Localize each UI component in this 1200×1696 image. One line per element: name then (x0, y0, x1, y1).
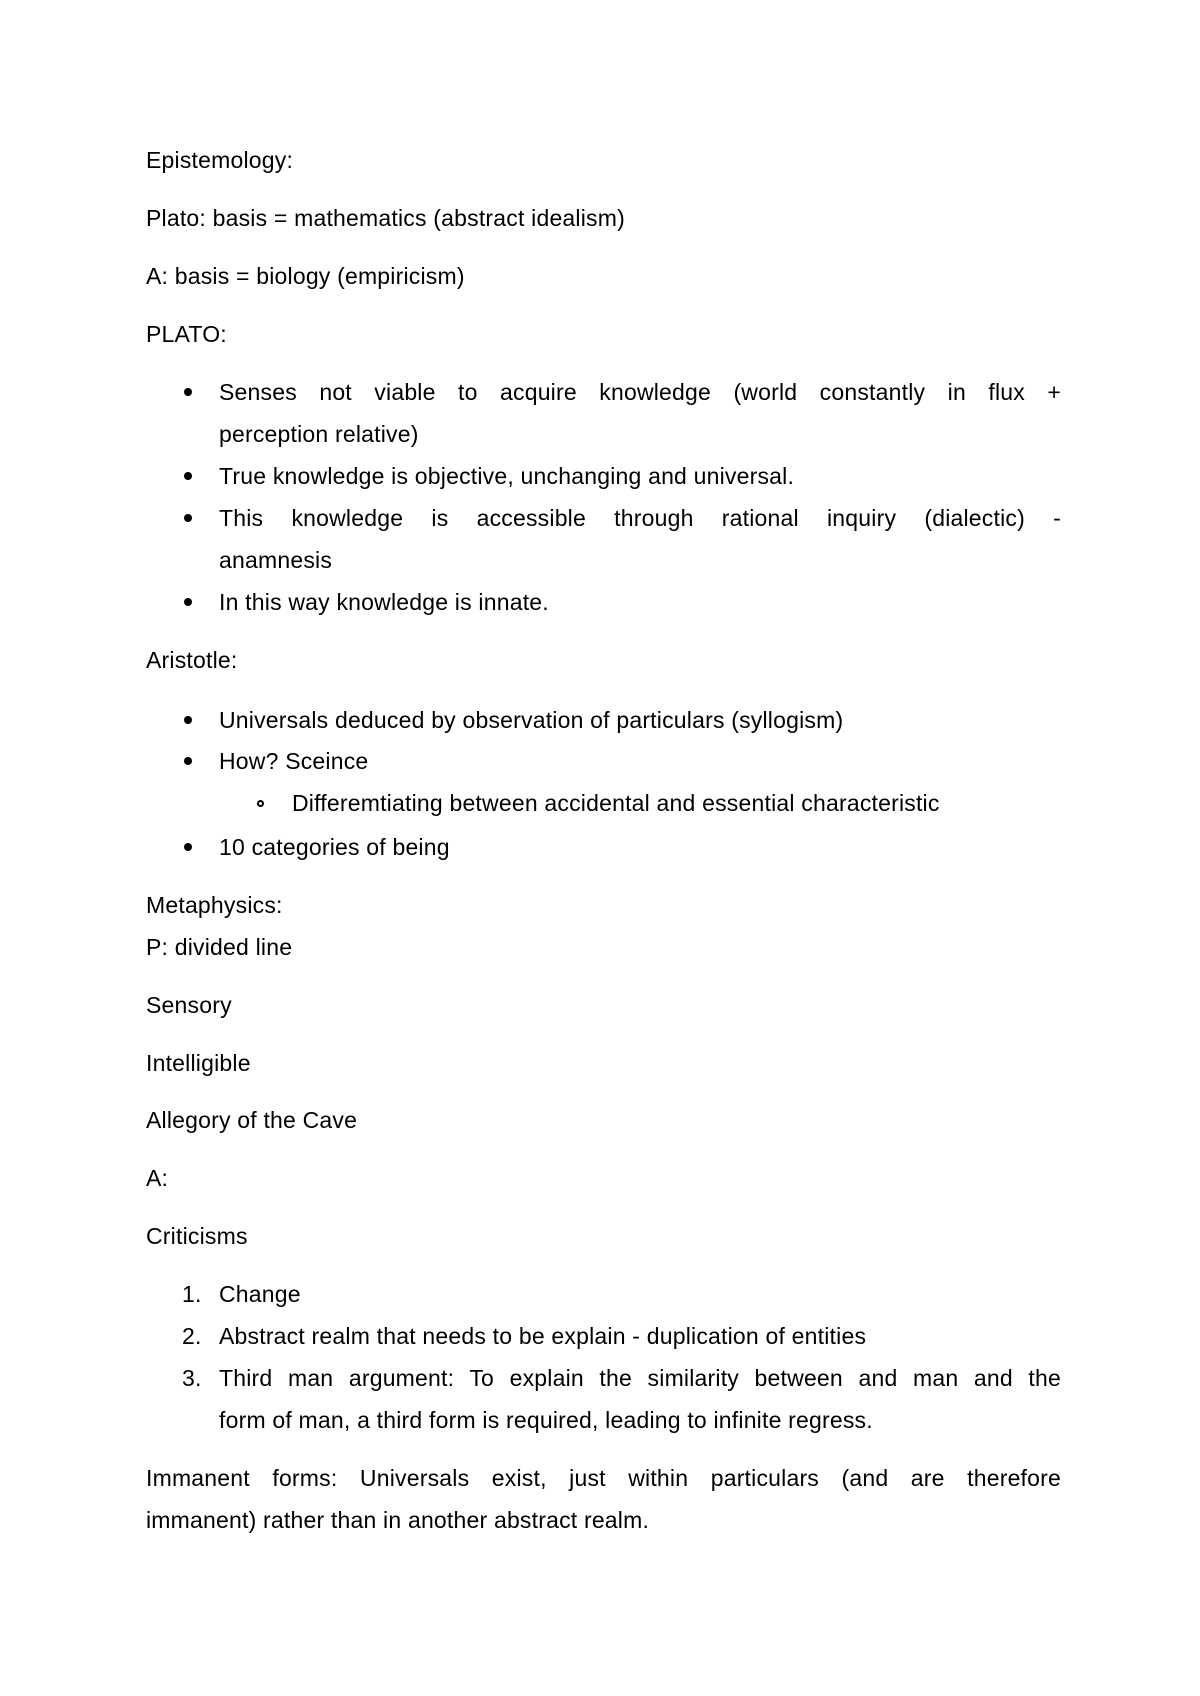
criticism-number: 3. (182, 1365, 202, 1391)
plato-point-4: In this way knowledge is innate. (219, 589, 549, 615)
immanent-forms-line-2: immanent) rather than in another abstract realm. (146, 1507, 650, 1533)
a-basis-line: A: basis = biology (empiricism) (146, 263, 465, 289)
plato-basis-line: Plato: basis = mathematics (abstract idealism) (146, 205, 625, 231)
criticism-2: Abstract realm that needs to be explain - duplication of entities (219, 1323, 867, 1349)
bullet-icon (184, 388, 192, 396)
allegory-label: Allegory of the Cave (146, 1107, 358, 1133)
criticism-3-line-1: Third man argument: To explain the similarity between and man and the (219, 1365, 1061, 1391)
plato-point-1-line-2: perception relative) (219, 421, 419, 447)
heading-epistemology: Epistemology: (146, 147, 294, 173)
heading-aristotle: Aristotle: (146, 647, 238, 673)
heading-metaphysics: Metaphysics: (146, 892, 283, 918)
bullet-icon (184, 757, 192, 765)
bullet-icon (184, 472, 192, 480)
heading-criticisms: Criticisms (146, 1223, 248, 1249)
intelligible-label: Intelligible (146, 1050, 251, 1076)
aristotle-point-1: Universals deduced by observation of particulars (syllogism) (219, 707, 844, 733)
divided-line-label: P: divided line (146, 934, 293, 960)
sensory-label: Sensory (146, 992, 232, 1018)
bullet-icon (184, 598, 192, 606)
plato-point-3-line-2: anamnesis (219, 547, 333, 573)
criticism-number: 1. (182, 1281, 202, 1307)
aristotle-point-2: How? Sceince (219, 748, 369, 774)
criticism-1: Change (219, 1281, 301, 1307)
immanent-forms-line-1: Immanent forms: Universals exist, just within particulars (and are therefore (146, 1465, 1061, 1491)
bullet-icon (184, 843, 192, 851)
aristotle-point-3: 10 categories of being (219, 834, 450, 860)
plato-point-1-line-1: Senses not viable to acquire knowledge (world constantly in flux + (219, 379, 1061, 405)
heading-plato: PLATO: (146, 321, 227, 347)
a-label: A: (146, 1165, 169, 1191)
criticism-number: 2. (182, 1323, 202, 1349)
sub-bullet-icon (257, 800, 264, 807)
bullet-icon (184, 514, 192, 522)
aristotle-subpoint: Differemtiating between accidental and essential characteristic (292, 790, 940, 816)
plato-point-3-line-1: This knowledge is accessible through rational inquiry (dialectic) - (219, 505, 1061, 531)
plato-point-2: True knowledge is objective, unchanging and universal. (219, 463, 795, 489)
criticism-3-line-2: form of man, a third form is required, leading to infinite regress. (219, 1407, 873, 1433)
bullet-icon (184, 716, 192, 724)
